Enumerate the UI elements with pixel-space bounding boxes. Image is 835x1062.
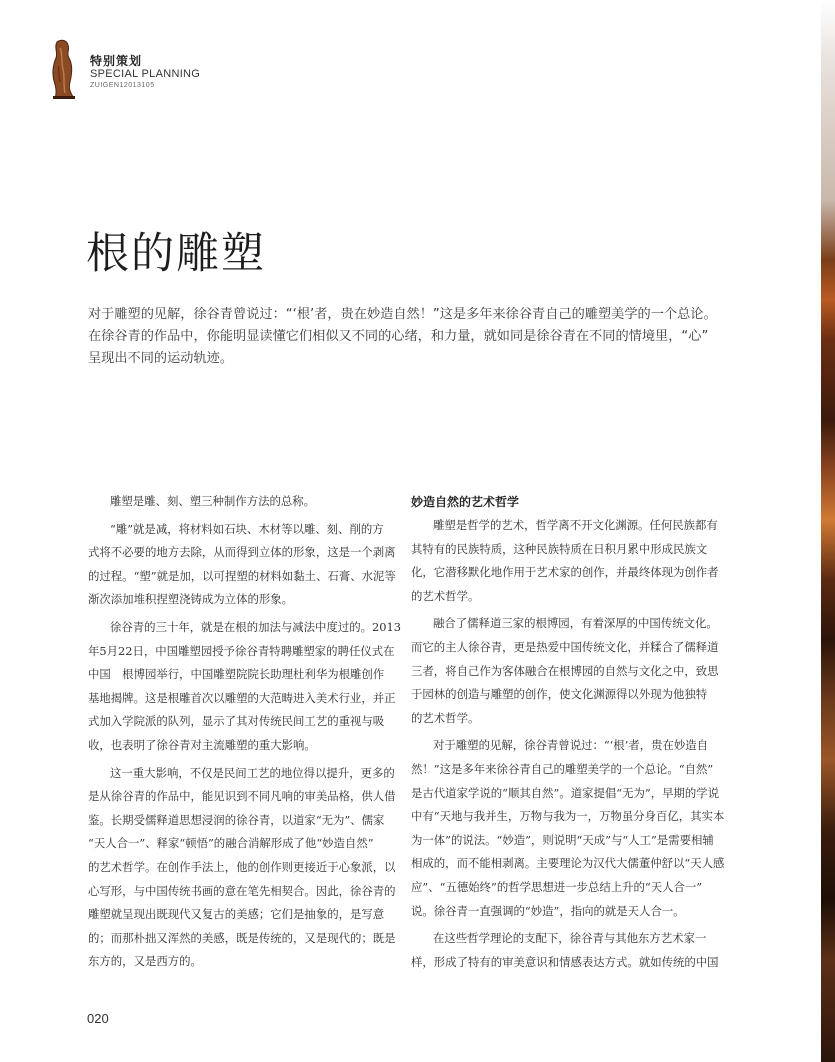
body-text-line: 化，它潜移默化地作用于艺术家的创作，并最终体现为创作者	[411, 565, 719, 580]
wood-sculpture-photo-edge	[821, 0, 835, 1062]
body-text-line: 收，也表明了徐谷青对主流雕塑的重大影响。	[88, 737, 316, 752]
body-text-line: 应”、“五德始终”的哲学思想进一步总结上升的“天人合一”	[411, 879, 703, 894]
body-text-line: 式加入学院派的队列，显示了其对传统民间工艺的重视与吸	[88, 714, 385, 729]
body-text-line: “天人合一”、释家“顿悟”的融合消解形成了他“妙造自然”	[88, 836, 374, 851]
body-text-line: 样，形成了特有的审美意识和情感表达方式。就如传统的中国	[411, 954, 719, 969]
body-text-line: “雕”就是减，将材料如石块、木材等以雕、刻、削的方	[110, 521, 384, 536]
body-text-line: 是从徐谷青的作品中，能见识到不同凡响的审美品格，供人借	[88, 789, 396, 804]
body-text-line: 中国 根博园举行，中国雕塑院院长助理杜利华为根雕创作	[88, 667, 385, 682]
issue-code: ZUIGEN12013105	[90, 82, 155, 89]
body-text-line: 的艺术哲学。在创作手法上，他的创作则更接近于心象派，以	[88, 859, 396, 874]
body-text-line: 的艺术哲学。	[411, 588, 480, 603]
lead-line: 在徐谷青的作品中，你能明显读懂它们相似又不同的心绪，和力量，就如同是徐谷青在不同的情境里，“心”	[88, 329, 709, 344]
page-number: 020	[87, 1011, 109, 1026]
body-text-line: 的；而那朴拙又浑然的美感，既是传统的，又是现代的；既是	[88, 930, 396, 945]
body-text-line: 这一重大影响，不仅是民间工艺的地位得以提升，更多的	[110, 765, 395, 780]
body-text-line: 说。徐谷青一直强调的“妙造”，指向的就是天人合一。	[411, 903, 685, 918]
body-text-line: 融合了儒释道三家的根博园，有着深厚的中国传统文化。	[433, 616, 718, 631]
body-text-line: 鉴。长期受儒释道思想浸润的徐谷青，以道家“无为”、儒家	[88, 812, 385, 827]
body-text-line: 然！”这是多年来徐谷青自己的雕塑美学的一个总论。“自然”	[411, 761, 714, 776]
body-text-line: 雕塑是雕、刻、塑三种制作方法的总称。	[110, 494, 316, 508]
lead-line: 对于雕塑的见解，徐谷青曾说过：“‘根’者，贵在妙造自然！”这是多年来徐谷青自己的雕塑美学的一个总论。	[88, 307, 717, 322]
body-text-line: 的艺术哲学。	[411, 710, 480, 725]
body-text-line: 相成的，而不能相剥离。主要理论为汉代大儒董仲舒以“天人感	[411, 856, 725, 871]
body-text-line: 东方的，又是西方的。	[88, 954, 202, 969]
article-title: 根的雕塑	[86, 229, 266, 279]
body-text-line: 是古代道家学说的“顺其自然”。道家提倡“无为”，早期的学说	[411, 785, 720, 800]
body-text-line: 徐谷青的三十年，就是在根的加法与减法中度过的。2013	[110, 619, 401, 634]
body-text-line: 雕塑是哲学的艺术，哲学离不开文化渊源。任何民族都有	[433, 518, 718, 532]
body-text-line: 年5月22日，中国雕塑园授予徐谷青特聘雕塑家的聘任仪式在	[88, 643, 395, 658]
lead-line: 呈现出不同的运动轨迹。	[88, 351, 234, 366]
body-text-line: 在这些哲学理论的支配下，徐谷青与其他东方艺术家一	[433, 931, 707, 946]
lead-paragraph	[88, 304, 728, 370]
body-text-line: 于园林的创造与雕塑的创作，使文化渊源得以外现为他独特	[411, 687, 708, 702]
body-text-line: 中有“天地与我并生，万物与我为一，万物虽分身百亿，其实本	[411, 809, 725, 824]
body-text-line: 心写形，与中国传统书画的意在笔先相契合。因此，徐谷青的	[88, 883, 396, 898]
body-text-line: 式将不必要的地方去除，从而得到立体的形象，这是一个剥离	[88, 545, 396, 560]
body-text-line: 对于雕塑的见解，徐谷青曾说过：“‘根’者，贵在妙造自	[433, 738, 709, 753]
body-text-line: 基地揭牌。这是根雕首次以雕塑的大范畴进入美术行业，并正	[88, 690, 396, 705]
body-text-line: 为一体”的说法。“妙造”，则说明“天成”与“人工”是需要相辅	[411, 832, 714, 847]
section-label-en: SPECIAL PLANNING	[90, 68, 201, 80]
body-text-line: 雕塑就呈现出既现代又复古的美感；它们是抽象的，是写意	[88, 907, 385, 922]
root-sculpture-logo-icon	[48, 38, 78, 100]
body-text-line: 而它的主人徐谷青，更是热爱中国传统文化，并糅合了儒释道	[411, 639, 719, 654]
body-text-line: 其特有的民族特质，这种民族特质在日积月累中形成民族文	[411, 541, 708, 556]
section-label-cn: 特别策划	[90, 54, 143, 68]
body-column-left	[88, 490, 401, 974]
section-heading: 妙造自然的艺术哲学	[411, 495, 520, 509]
body-column-right	[411, 490, 725, 974]
body-text-line: 渐次添加堆积捏塑浇铸成为立体的形象。	[88, 592, 294, 607]
body-text-line: 三者，将自己作为客体融合在根博园的自然与文化之中，致思	[411, 663, 719, 678]
body-text-line: 的过程。“塑”就是加，以可捏塑的材料如黏土、石膏、水泥等	[88, 568, 396, 583]
